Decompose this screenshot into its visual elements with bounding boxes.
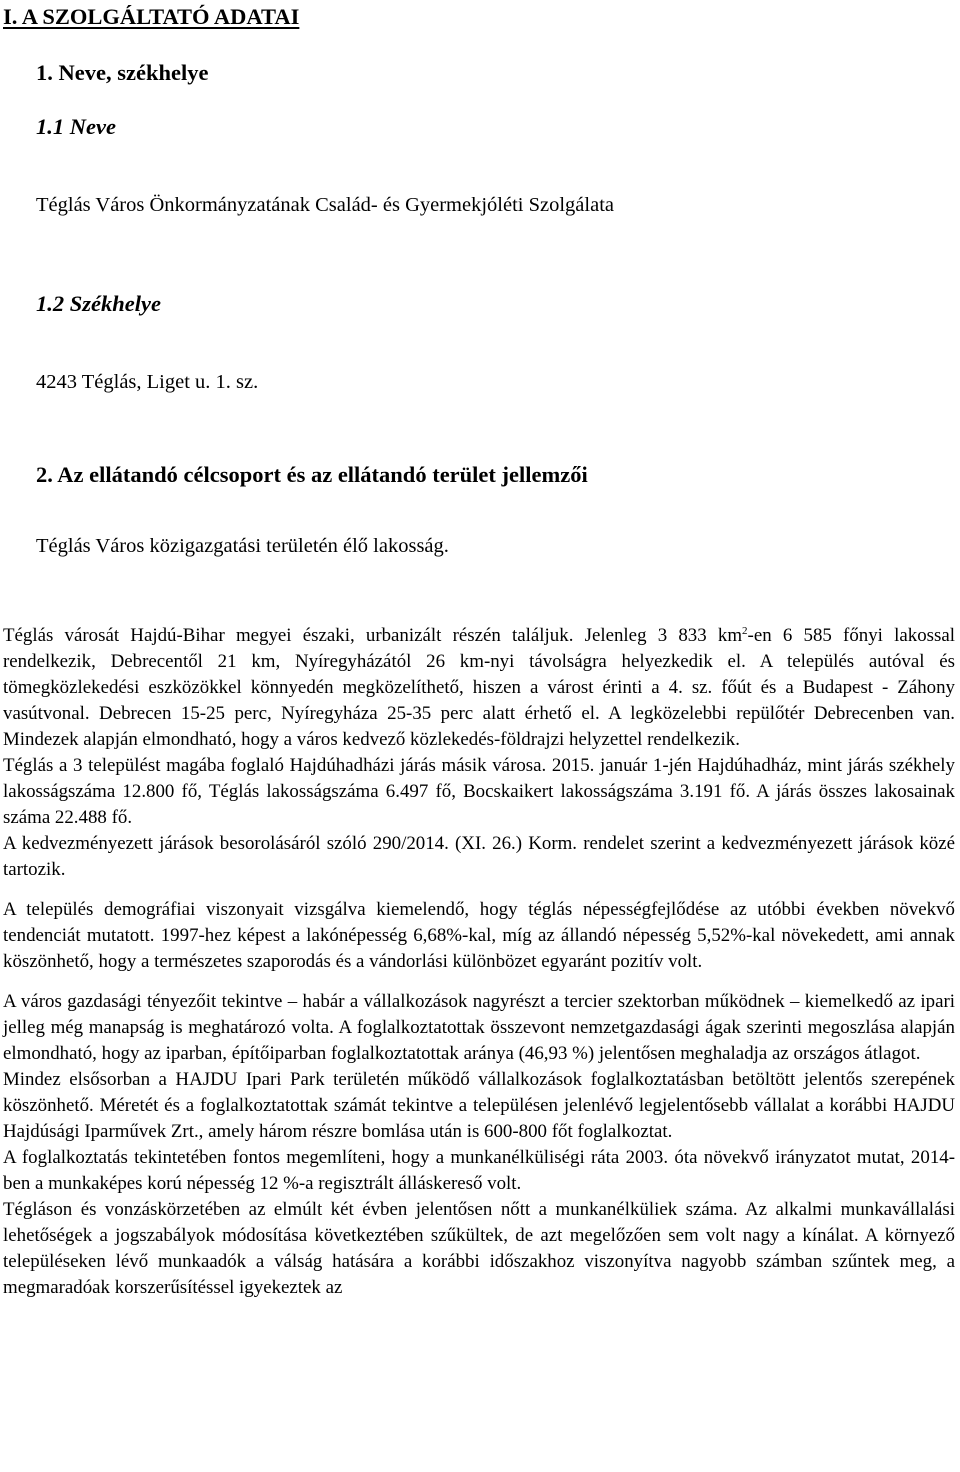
paragraph-industrial-park: Mindez elsősorban a HAJDU Ipari Park területén működő vállalkozások foglalkoztatásban betöltött jelentős szerepének köszönhető. Méretét és a foglalkoztatottak számát tekintve a településen jelenlévő legjelentősebb vállalat a korábbi HAJDU Hajdúsági Iparművek Zrt., amely három részre bomlása után is 600-800 főt foglalkoztat.	[3, 1069, 955, 1142]
paragraph-unemployment-trend: Tégláson és vonzáskörzetében az elmúlt két évben jelentősen nőtt a munkanélküliek száma. Az alkalmi munkavállalási lehetőségek a jogszabályok módosítása következtében szűkültek, de azt megelőzően sem volt nagy a kínálat. A környező településeken lévő munkaadók a válság hatására a korábbi időszakhoz viszonyítva nagyobb számban szűntek meg, a megmaradóak korszerűsítéssel igyekeztek az	[3, 1199, 955, 1298]
paragraph-demography: A település demográfiai viszonyait vizsgálva kiemelendő, hogy téglás népességfejlődése az utóbbi években növekvő tendenciát mutatott. 1997-hez képest a lakónépesség 6,68%-kal, míg az állandó népesség 5,52%-kal növekedett, ami annak köszönhető, hogy a természetes szaporodás és a vándorlási különbözet egyaránt pozitív volt.	[3, 899, 955, 972]
heading-seat: 1.2 Székhelye	[36, 291, 161, 316]
heading-name-seat: 1. Neve, székhelye	[36, 60, 209, 85]
paragraph-district: Téglás a 3 települést magába foglaló Hajdúhadházi járás másik városa. 2015. január 1-jén Hajdúhadház, mint járás székhely lakosságszáma 12.800 fő, Téglás lakosságszáma 6.497 fő, Bocskaikert lakosságszáma 3.191 fő. A járás összes lakosainak száma 22.488 fő.	[3, 755, 955, 828]
paragraph-regulation: A kedvezményezett járások besorolásáról szóló 290/2014. (XI. 26.) Korm. rendelet szerint a kedvezményezett járások közé tartozik.	[3, 833, 955, 880]
body-text	[3, 623, 955, 1301]
service-name: Téglás Város Önkormányzatának Család- és Gyermekjóléti Szolgálata	[36, 194, 614, 216]
section-title: I. A SZOLGÁLTATÓ ADATAI	[3, 4, 300, 29]
service-address: 4243 Téglás, Liget u. 1. sz.	[36, 371, 259, 393]
heading-name: 1.1 Neve	[36, 114, 116, 139]
paragraph-economy: A város gazdasági tényezőit tekintve – habár a vállalkozások nagyrészt a tercier szektorban működnek – kiemelkedő az ipari jelleg még manapság is meghatározó volta. A foglalkoztatottak összevont nemzetgazdasági ágak szerinti megoszlása alapján elmondható, hogy az iparban, építőiparban foglalkoztatottak aránya (46,93 %) jelentősen meghaladja az országos átlagot.	[3, 991, 955, 1064]
paragraph-unemployment-rate: A foglalkoztatás tekintetében fontos megemlíteni, hogy a munkanélküliségi ráta 2003. óta növekvő irányzatot mutat, 2014-ben a munkaképes korú népesség 12 %-a regisztrált álláskereső volt.	[3, 1147, 955, 1194]
heading-target-group: 2. Az ellátandó célcsoport és az ellátandó terület jellemzői	[36, 462, 588, 487]
target-group-text: Téglás Város közigazgatási területén élő lakosság.	[36, 535, 449, 557]
paragraph-location: Téglás városát Hajdú-Bihar megyei északi, urbanizált részén találjuk. Jelenleg 3 833 $km^2-en$ 6 585 főnyi lakossal rendelkezik, Debrecentől 21 km, Nyíregyházától 26 km-nyi távolságra helyezkedik el. A település autóval és tömegközlekedési eszközökkel könnyedén megközelíthető, hiszen a várost érinti a 4. sz. főút és a Budapest - Záhony vasútvonal. Debrecen 15-25 perc, Nyíregyháza 25-35 perc alatt érhető el. A legközelebbi repülőtér Debrecenben van. Mindezek alapján elmondható, hogy a város kedvező közlekedés-földrajzi helyzettel rendelkezik.	[3, 625, 955, 750]
